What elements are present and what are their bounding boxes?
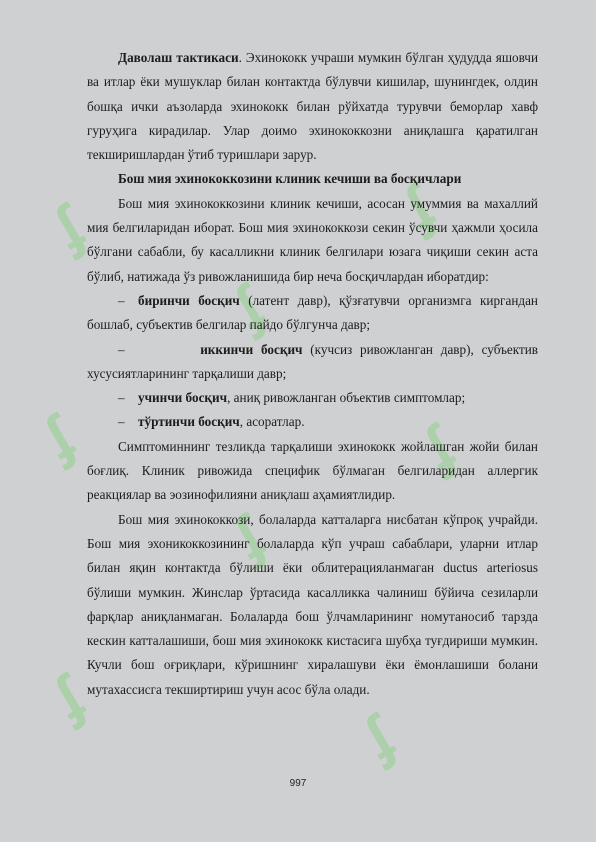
list-dash: – [118, 390, 125, 406]
list-item-stage-2 [87, 338, 538, 387]
list-dash: – [118, 414, 125, 430]
term-stage-4: тўртинчи босқич [138, 414, 240, 430]
list-item-text: , аниқ ривожланган объектив симптомлар; [227, 390, 466, 406]
svg-text:ʄ: ʄ [43, 663, 94, 732]
term-treatment-tactics: Даволаш тактикаси [118, 50, 239, 65]
svg-text:ʄ: ʄ [393, 173, 444, 242]
paragraph-children: Бош мия эхинококкози, болаларда катталарга нисбатан кўпроқ учрайди. Бош мия эхоникоккозининг болаларда кўп учраш сабаблари, уларни итлар билан яқин контактда бўлиши ёки облитерацияланмаган ductus arteriosus бўлиши мумкин. Жинслар ўртасида касалликка чалиниш бўйича сезиларли фарқлар аниқланмаган. Болаларда бош ўлчамларининг номутаносиб тарзда кескин катталашиши, бош мия эхинококк кистасига шубҳа туғдириши мумкин. Кучли бош оғриқлари, кўришнинг хиралашуви ёки ёмонлашиши болани мутахассисга текширтириш учун асос бўла олади. [87, 511, 538, 697]
svg-text:ʄ: ʄ [33, 403, 84, 472]
list-item-text: (латент давр), қўзғатувчи организмга киргандан бошлаб, субъектив белгилар пайдо бўлгунча давр; [87, 292, 538, 333]
term-stage-1: биринчи босқич [138, 292, 240, 308]
list-item-text: , асоратлар. [239, 414, 305, 430]
list-dash: – [118, 292, 125, 308]
paragraph-symptoms: Симптоминнинг тезликда тарқалиши эхинококк жойлашган жойи билан боғлиқ. Клиник ривожида специфик бўлмаган белгиларидан аллергик реакциялар ва эозинофилияни аниқлаш аҳамиятлидир. [87, 438, 538, 503]
term-stage-3: учинчи босқич [138, 390, 228, 406]
svg-text:ʄ: ʄ [43, 193, 94, 262]
list-item-stage-4 [87, 410, 538, 434]
section-heading [87, 167, 538, 191]
paragraph-clinical-course: Бош мия эхинококкозини клиник кечиши, асосан умуммия ва махаллий мия белгиларидан иборат. Бош мия эхинококкози секин ўсувчи ҳажмли ҳосила бўлгани сабабли, бу касалликни клиник белгилари юзага чиқиши секин аста бўлиб, натижада ўз ривожланишида бир неча босқичлардан иборатдир: [87, 195, 538, 284]
term-stage-2: иккинчи босқич [200, 341, 303, 357]
svg-text:ʄ: ʄ [223, 273, 274, 342]
list-item-stage-1 [87, 289, 538, 338]
svg-text:ʄ: ʄ [353, 703, 404, 772]
section-heading-text: Бош мия эхинококкозини клиник кечиши ва босқичлари [118, 171, 462, 187]
svg-text:ʄ: ʄ [223, 503, 274, 572]
list-item-text: (кучсиз ривожланган давр), субъектив хусусиятларининг тарқалиши давр; [87, 341, 539, 381]
page-number: 997 [289, 778, 307, 789]
svg-text:ʄ: ʄ [413, 413, 464, 482]
list-item-stage-3 [87, 386, 538, 410]
paragraph-text: . Эхинококк учраши мумкин бўлган ҳудудда яшовчи ва итлар ёки мушуклар билан контактда бўлувчи кишилар, шунингдек, олдин бошқа ички аъзоларда эхинококк билан рўйхатда турувчи беморлар хавф гуруҳига кирадилар. Улар доимо эхинококкозни аниқлашга қаратилган текширишлардан ўтиб туришлари зарур. [87, 50, 538, 163]
list-dash: – [118, 341, 125, 357]
body-text [87, 46, 538, 702]
paragraph-treatment-tactics [87, 46, 538, 167]
